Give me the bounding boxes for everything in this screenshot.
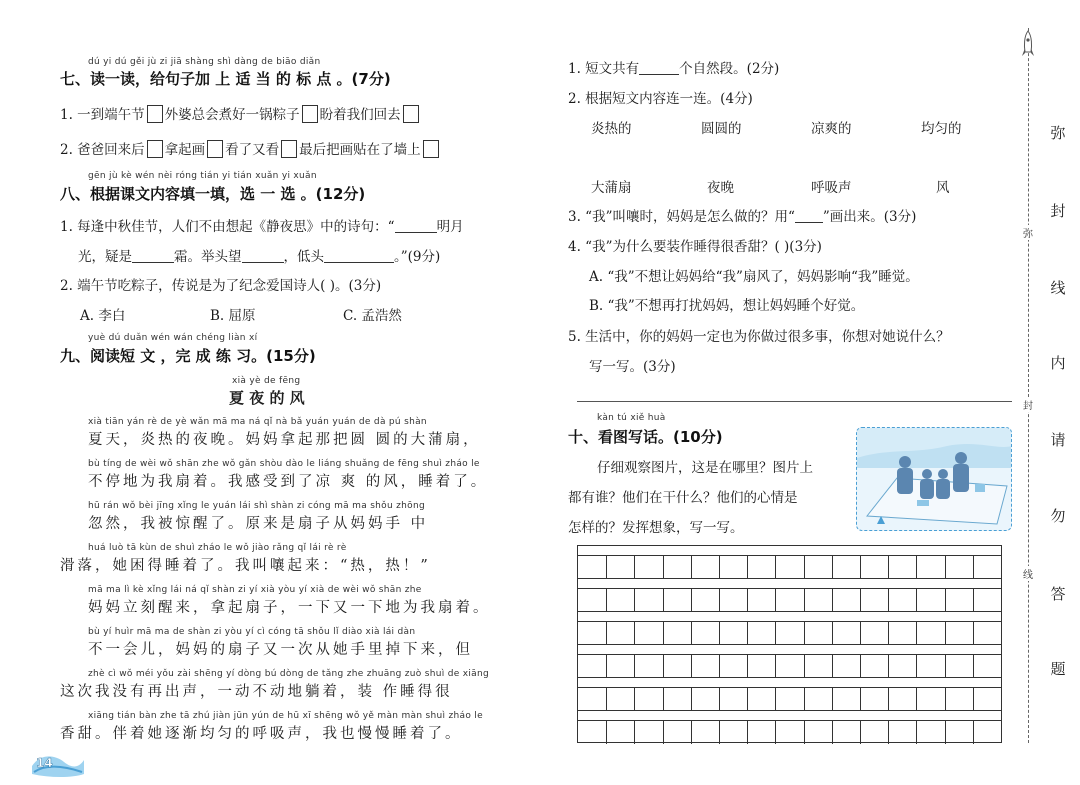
grid-cell-divider: [832, 655, 833, 677]
s7-q1-part-b: 外婆总会煮好一锅粽子: [164, 107, 300, 123]
grid-cell-divider: [747, 622, 748, 644]
grid-cell-divider: [663, 622, 664, 644]
passage-text-line: 夏天，炎热的夜晚。妈妈拿起那把圆 圆的大蒲扇，: [88, 432, 481, 448]
grid-cell-divider: [719, 556, 720, 578]
punct-box[interactable]: [207, 140, 223, 158]
s9-heading: 九、阅读短 文 ，完 成 练 习。(15分): [60, 347, 316, 365]
passage-pinyin-line: huá luò tā kùn de shuì zháo le wǒ jiào rǎng qǐ lái rè rè: [88, 543, 347, 553]
passage-text-line: 忽然，我被惊醒了。原来是扇子从妈妈手 中: [88, 516, 429, 532]
grid-cell-divider: [606, 556, 607, 578]
r-q4: 4. “我”为什么要装作睡得很香甜？( )(3分): [568, 239, 822, 255]
r-q5: 5. 生活中，你的妈妈一定也为你做过很多事，你想对她说什么？: [568, 329, 950, 345]
s8-q1-part-d: 霜。举头望: [174, 249, 242, 265]
s7-q2-part-a: 2. 爸爸回来后: [60, 142, 145, 158]
match-bottom-2[interactable]: 夜晚: [707, 180, 734, 196]
punct-box[interactable]: [281, 140, 297, 158]
grid-cell-divider: [804, 655, 805, 677]
grid-cell-divider: [775, 688, 776, 710]
r-q1-part-a: 1. 短文共有: [568, 61, 640, 77]
grid-cell-divider: [916, 655, 917, 677]
answer-blank[interactable]: [132, 262, 174, 263]
seal-small-1: 弥: [1021, 225, 1035, 240]
grid-cell-divider: [804, 622, 805, 644]
grid-cell-divider: [916, 556, 917, 578]
grid-cell-divider: [634, 622, 635, 644]
punct-box[interactable]: [302, 105, 318, 123]
grid-cell-divider: [916, 622, 917, 644]
grid-cell-divider: [691, 589, 692, 611]
grid-cell-divider: [634, 589, 635, 611]
grid-cell-divider: [747, 688, 748, 710]
grid-cell-divider: [945, 688, 946, 710]
grid-cell-divider: [945, 622, 946, 644]
passage-pinyin-line: hū rán wǒ bèi jīng xǐng le yuán lái shì shàn zi cóng mā ma shǒu zhōng: [88, 501, 426, 511]
writing-row[interactable]: [578, 654, 1001, 678]
grid-cell-divider: [804, 688, 805, 710]
s8-option-a[interactable]: A. 李白: [80, 308, 126, 324]
grid-cell-divider: [973, 721, 974, 744]
rocket-icon: [1021, 30, 1035, 60]
s9-pinyin: yuè dú duǎn wén wán chéng liàn xí: [88, 333, 258, 343]
grid-cell-divider: [973, 655, 974, 677]
grid-cell-divider: [804, 556, 805, 578]
seal-notice-7: 答: [1050, 585, 1066, 603]
passage-text-line: 妈妈立刻醒来，拿起扇子，一下又一下地为我扇着。: [88, 600, 491, 616]
s8-option-b[interactable]: B. 屈原: [210, 308, 256, 324]
answer-blank[interactable]: [395, 232, 437, 233]
punct-box[interactable]: [423, 140, 439, 158]
grid-cell-divider: [945, 721, 946, 744]
writing-row[interactable]: [578, 555, 1001, 579]
grid-cell-divider: [691, 622, 692, 644]
s8-q1-line2: [78, 245, 440, 265]
r-q4-option-b[interactable]: B. “我”不想再打扰妈妈，想让妈妈睡个好觉。: [589, 298, 865, 314]
seal-notice-2: 封: [1050, 202, 1066, 220]
grid-cell-divider: [691, 721, 692, 744]
grid-cell-divider: [663, 688, 664, 710]
grid-cell-divider: [719, 622, 720, 644]
grid-cell-divider: [634, 721, 635, 744]
match-bottom-4[interactable]: 风: [936, 180, 950, 196]
seal-line: [1028, 28, 1029, 743]
punct-box[interactable]: [147, 105, 163, 123]
r-q4-option-a[interactable]: A. “我”不想让妈妈给“我”扇风了，妈妈影响“我”睡觉。: [589, 269, 919, 285]
grid-cell-divider: [606, 721, 607, 744]
match-top-4[interactable]: 均匀的: [921, 121, 962, 137]
s10-heading: 十、看图写话。(10分): [568, 428, 723, 446]
s8-q2: 2. 端午节吃粽子，传说是为了纪念爱国诗人( )。(3分): [60, 278, 382, 294]
story-title: 夏 夜 的 风: [229, 389, 305, 407]
seal-small-2: 封: [1021, 397, 1035, 412]
grid-cell-divider: [775, 589, 776, 611]
r-q1-part-b: 个自然段。(2分): [679, 61, 780, 77]
passage-pinyin-line: bù tíng de wèi wǒ shān zhe wǒ gǎn shòu dào le liáng shuǎng de fēng shuì zháo le: [88, 459, 480, 469]
grid-cell-divider: [888, 655, 889, 677]
writing-row[interactable]: [578, 720, 1001, 744]
passage-pinyin-line: zhè cì wǒ méi yǒu zài shēng yí dòng bú dòng de tǎng zhe zhuāng zuò shuì de xiāng: [88, 669, 490, 679]
grid-cell-divider: [832, 622, 833, 644]
grid-cell-divider: [832, 688, 833, 710]
grid-cell-divider: [916, 721, 917, 744]
seal-small-3: 线: [1021, 566, 1035, 581]
grid-cell-divider: [663, 655, 664, 677]
punct-box[interactable]: [147, 140, 163, 158]
seal-notice-3: 线: [1050, 279, 1066, 297]
grid-cell-divider: [719, 655, 720, 677]
grid-cell-divider: [945, 655, 946, 677]
s7-q1-part-a: 1. 一到端午节: [60, 107, 145, 123]
grid-cell-divider: [606, 688, 607, 710]
match-top-1[interactable]: 炎热的: [591, 121, 632, 137]
grid-cell-divider: [916, 589, 917, 611]
grid-cell-divider: [832, 589, 833, 611]
s7-q2-part-c: 看了又看: [225, 142, 280, 158]
s7-q1: [60, 103, 421, 123]
s7-q2-part-d: 最后把画贴在了墙上: [299, 142, 421, 158]
s7-q2-part-b: 拿起画: [164, 142, 206, 158]
grid-cell-divider: [691, 556, 692, 578]
s8-q1-part-e: ，低头: [283, 249, 324, 265]
grid-cell-divider: [634, 556, 635, 578]
grid-cell-divider: [860, 721, 861, 744]
grid-cell-divider: [663, 721, 664, 744]
writing-row[interactable]: [578, 621, 1001, 645]
grid-cell-divider: [860, 589, 861, 611]
grid-cell-divider: [832, 721, 833, 744]
s7-pinyin: dú yi dú gěi jù zi jiā shàng shì dàng de biāo diǎn: [88, 57, 321, 67]
seal-notice-6: 勿: [1050, 507, 1066, 525]
s10-prompt-2: 都有谁？他们在干什么？他们的心情是: [568, 490, 798, 506]
grid-cell-divider: [606, 655, 607, 677]
s8-q1-part-f: 。”(9分): [394, 249, 441, 265]
grid-cell-divider: [691, 688, 692, 710]
answer-line[interactable]: [577, 401, 1012, 402]
writing-row[interactable]: [578, 687, 1001, 711]
s8-q1-part-c: 光，疑是: [78, 249, 132, 265]
underline-sample: [795, 222, 823, 223]
grid-cell-divider: [775, 655, 776, 677]
r-q3-part-a: 3. “我”叫嚷时，妈妈是怎么做的？用“: [568, 209, 795, 225]
match-top-3[interactable]: 凉爽的: [811, 121, 852, 137]
s10-prompt-3: 怎样的？发挥想象，写一写。: [568, 520, 744, 536]
grid-cell-divider: [634, 688, 635, 710]
passage-text-line: 滑落，她困得睡着了。我叫嚷起来：“热，热！”: [60, 558, 431, 574]
answer-blank[interactable]: [242, 262, 284, 263]
writing-grid[interactable]: [577, 545, 1002, 743]
grid-cell-divider: [747, 721, 748, 744]
page-number-badge: [30, 752, 86, 778]
grid-cell-divider: [973, 556, 974, 578]
grid-cell-divider: [973, 622, 974, 644]
grid-cell-divider: [606, 589, 607, 611]
passage-pinyin-line: mā ma lì kè xǐng lái ná qǐ shàn zi yí xià yòu yí xià de wèi wǒ shān zhe: [88, 585, 422, 595]
punct-box[interactable]: [403, 105, 419, 123]
grid-cell-divider: [747, 655, 748, 677]
grid-cell-divider: [860, 655, 861, 677]
grid-cell-divider: [860, 556, 861, 578]
picnic-illustration: [857, 428, 1012, 531]
s8-pinyin: gēn jù kè wén nèi róng tián yi tián xuǎn yi xuǎn: [88, 171, 317, 181]
r-q3-part-b: ”画出来。(3分): [822, 209, 917, 225]
grid-cell-divider: [775, 721, 776, 744]
grid-cell-divider: [663, 589, 664, 611]
grid-cell-divider: [804, 721, 805, 744]
grid-cell-divider: [747, 589, 748, 611]
story-title-pinyin: xià yè de fēng: [232, 376, 301, 386]
grid-cell-divider: [719, 688, 720, 710]
grid-cell-divider: [888, 589, 889, 611]
s8-q1-part-a: 1. 每逢中秋佳节，人们不由想起《静夜思》中的诗句：“: [60, 219, 395, 235]
answer-blank[interactable]: [639, 74, 679, 75]
grid-cell-divider: [691, 655, 692, 677]
passage-text-line: 这次我没有再出声，一动不动地躺着，装 作睡得很: [60, 684, 453, 700]
s7-q1-part-c: 盼着我们回去: [319, 107, 401, 123]
grid-cell-divider: [888, 556, 889, 578]
passage-text-line: 不停地为我扇着。我感受到了凉 爽 的风，睡着了。: [88, 474, 489, 490]
page-number: 14: [36, 756, 53, 770]
grid-cell-divider: [775, 622, 776, 644]
s10-prompt-1: 仔细观察图片，这是在哪里？图片上: [597, 460, 813, 476]
passage-text-line: 香甜。伴着她逐渐均匀的呼吸声，我也慢慢睡着了。: [60, 726, 463, 742]
grid-cell-divider: [945, 556, 946, 578]
grid-cell-divider: [973, 688, 974, 710]
match-bottom-1[interactable]: 大蒲扇: [591, 180, 632, 196]
passage-pinyin-line: xià tiān yán rè de yè wǎn mā ma ná qǐ nà bǎ yuán yuán de dà pú shàn: [88, 417, 427, 427]
passage-text-line: 不一会儿，妈妈的扇子又一次从她手里掉下来，但: [88, 642, 473, 658]
passage-pinyin-line: bù yí huìr mā ma de shàn zi yòu yí cì cóng tā shǒu lǐ diào xià lái dàn: [88, 627, 416, 637]
grid-cell-divider: [804, 589, 805, 611]
s7-q2: [60, 138, 441, 158]
grid-cell-divider: [634, 655, 635, 677]
writing-row[interactable]: [578, 588, 1001, 612]
grid-cell-divider: [860, 688, 861, 710]
grid-cell-divider: [860, 622, 861, 644]
r-q5-sub: 写一写。(3分): [589, 359, 676, 375]
grid-cell-divider: [663, 556, 664, 578]
grid-cell-divider: [916, 688, 917, 710]
grid-cell-divider: [973, 589, 974, 611]
s7-heading: 七、读一读，给句子加 上 适 当 的 标 点 。(7分): [60, 70, 391, 88]
s8-heading: 八、根据课文内容填一填，选 一 选 。(12分): [60, 185, 366, 203]
r-q2: 2. 根据短文内容连一连。(4分): [568, 91, 753, 107]
picture-frame: [856, 427, 1012, 531]
seal-notice-4: 内: [1050, 354, 1066, 372]
passage-pinyin-line: xiāng tián bàn zhe tā zhú jiàn jūn yún de hū xī shēng wǒ yě màn màn shuì zháo le: [88, 711, 483, 721]
grid-cell-divider: [832, 556, 833, 578]
grid-cell-divider: [888, 688, 889, 710]
grid-cell-divider: [747, 556, 748, 578]
s10-pinyin: kàn tú xiě huà: [597, 413, 666, 423]
seal-notice-8: 题: [1050, 660, 1066, 678]
grid-cell-divider: [606, 622, 607, 644]
grid-cell-divider: [945, 589, 946, 611]
grid-cell-divider: [888, 721, 889, 744]
seal-notice-1: 弥: [1050, 124, 1066, 142]
grid-cell-divider: [719, 721, 720, 744]
s8-option-c[interactable]: C. 孟浩然: [343, 308, 402, 324]
r-q3: [568, 205, 916, 225]
match-top-2[interactable]: 圆圆的: [701, 121, 742, 137]
answer-blank[interactable]: [324, 262, 394, 263]
s8-q1-part-b: 明月: [436, 219, 464, 235]
seal-notice-5: 请: [1050, 431, 1066, 449]
grid-cell-divider: [775, 556, 776, 578]
match-bottom-3[interactable]: 呼吸声: [811, 180, 852, 196]
grid-cell-divider: [888, 622, 889, 644]
s8-q1-line1: [60, 215, 464, 235]
r-q1: [568, 57, 779, 77]
grid-cell-divider: [719, 589, 720, 611]
